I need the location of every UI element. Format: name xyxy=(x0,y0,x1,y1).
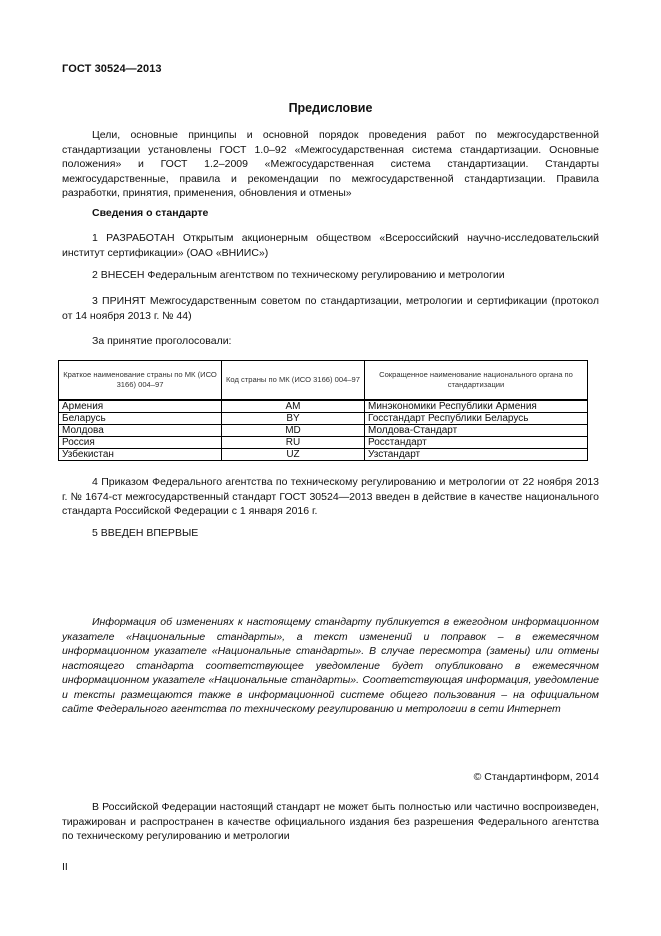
organ-cell: Молдова-Стандарт xyxy=(365,425,588,437)
section-heading: Сведения о стандарте xyxy=(92,207,209,219)
item-3-adopted: 3 ПРИНЯТ Межгосударственным советом по стандартизации, метрологии и сертификации (протокол от 14 ноября 2013 г. № 44) xyxy=(62,295,599,322)
voting-countries-table xyxy=(58,360,588,461)
amendments-notice: Информация об изменениях к настоящему стандарту публикуется в ежегодном информационном указателе «Национальные стандарты», а текст изменений и поправок – в ежемесячном информационном указателе «Национальные стандарты». В случае пересмотра (замены) или отмены настоящего стандарта соответствующее уведомление будет опубликовано в ежемесячном информационном указателе «Национальные стандарты». Соответствующая информация, уведомление и тексты размещаются также в информационной системе общего пользования – на официальном сайте Федерального агентства по техническому регулированию и метрологии в сети Интернет xyxy=(62,616,599,715)
page-number: II xyxy=(62,861,68,873)
code-cell: RU xyxy=(222,437,365,449)
country-cell: Армения xyxy=(59,400,222,413)
code-cell: UZ xyxy=(222,449,365,461)
vote-label: За принятие проголосовали: xyxy=(92,335,232,347)
header-country-name: Краткое наименование страны по МК (ИСО 3166) 004–97 xyxy=(59,361,222,401)
item-5-first-introduced: 5 ВВЕДЕН ВПЕРВЫЕ xyxy=(92,527,199,539)
header-country-code: Код страны по МК (ИСО 3166) 004–97 xyxy=(222,361,365,401)
organ-cell: Минэкономики Республики Армения xyxy=(365,400,588,413)
code-cell: MD xyxy=(222,425,365,437)
country-cell: Беларусь xyxy=(59,413,222,425)
organ-cell: Росстандарт xyxy=(365,437,588,449)
item-2-submitted: 2 ВНЕСЕН Федеральным агентством по техническому регулированию и метрологии xyxy=(92,269,505,281)
table-row xyxy=(59,400,588,413)
country-cell: Россия xyxy=(59,437,222,449)
item-4-enactment: 4 Приказом Федерального агентства по техническому регулированию и метрологии от 22 ноября 2013 г. № 1674-ст межгосударственный стандарт ГОСТ 30524—2013 введен в действие в качестве национального стандарта Российской Федерации с 1 января 2016 г. xyxy=(62,476,599,517)
table-row xyxy=(59,413,588,425)
code-cell: BY xyxy=(222,413,365,425)
country-cell: Узбекистан xyxy=(59,449,222,461)
reproduction-notice: В Российской Федерации настоящий стандарт не может быть полностью или частично воспроизведен, тиражирован и распространен в качестве официального издания без разрешения Федерального агентства по техническому регулированию и метрологии xyxy=(62,801,599,842)
header-standards-body: Сокращенное наименование национального органа по стандартизации xyxy=(365,361,588,401)
intro-paragraph: Цели, основные принципы и основной порядок проведения работ по межгосударственной стандартизации установлены ГОСТ 1.0–92 «Межгосударственная система стандартизации. Основные положения» и ГОСТ 1.2–2009 «Межгосударственная система стандартизации. Стандарты межгосударственные, правила и рекомендации по межгосударственной стандартизации. Правила разработки, принятия, применения, обновления и отмены» xyxy=(62,129,599,199)
code-cell: AM xyxy=(222,400,365,413)
page-title: Предисловие xyxy=(288,101,373,115)
document-code-header: ГОСТ 30524—2013 xyxy=(62,63,162,75)
item-1-developed: 1 РАЗРАБОТАН Открытым акционерным обществом «Всероссийский научно-исследовательский институт сертификации» (ОАО «ВНИИС») xyxy=(62,232,599,259)
country-cell: Молдова xyxy=(59,425,222,437)
table-row xyxy=(59,449,588,461)
table-row xyxy=(59,425,588,437)
organ-cell: Узстандарт xyxy=(365,449,588,461)
table-row xyxy=(59,437,588,449)
copyright-notice: © Стандартинформ, 2014 xyxy=(473,771,599,783)
organ-cell: Госстандарт Республики Беларусь xyxy=(365,413,588,425)
table-header-row xyxy=(59,361,588,401)
